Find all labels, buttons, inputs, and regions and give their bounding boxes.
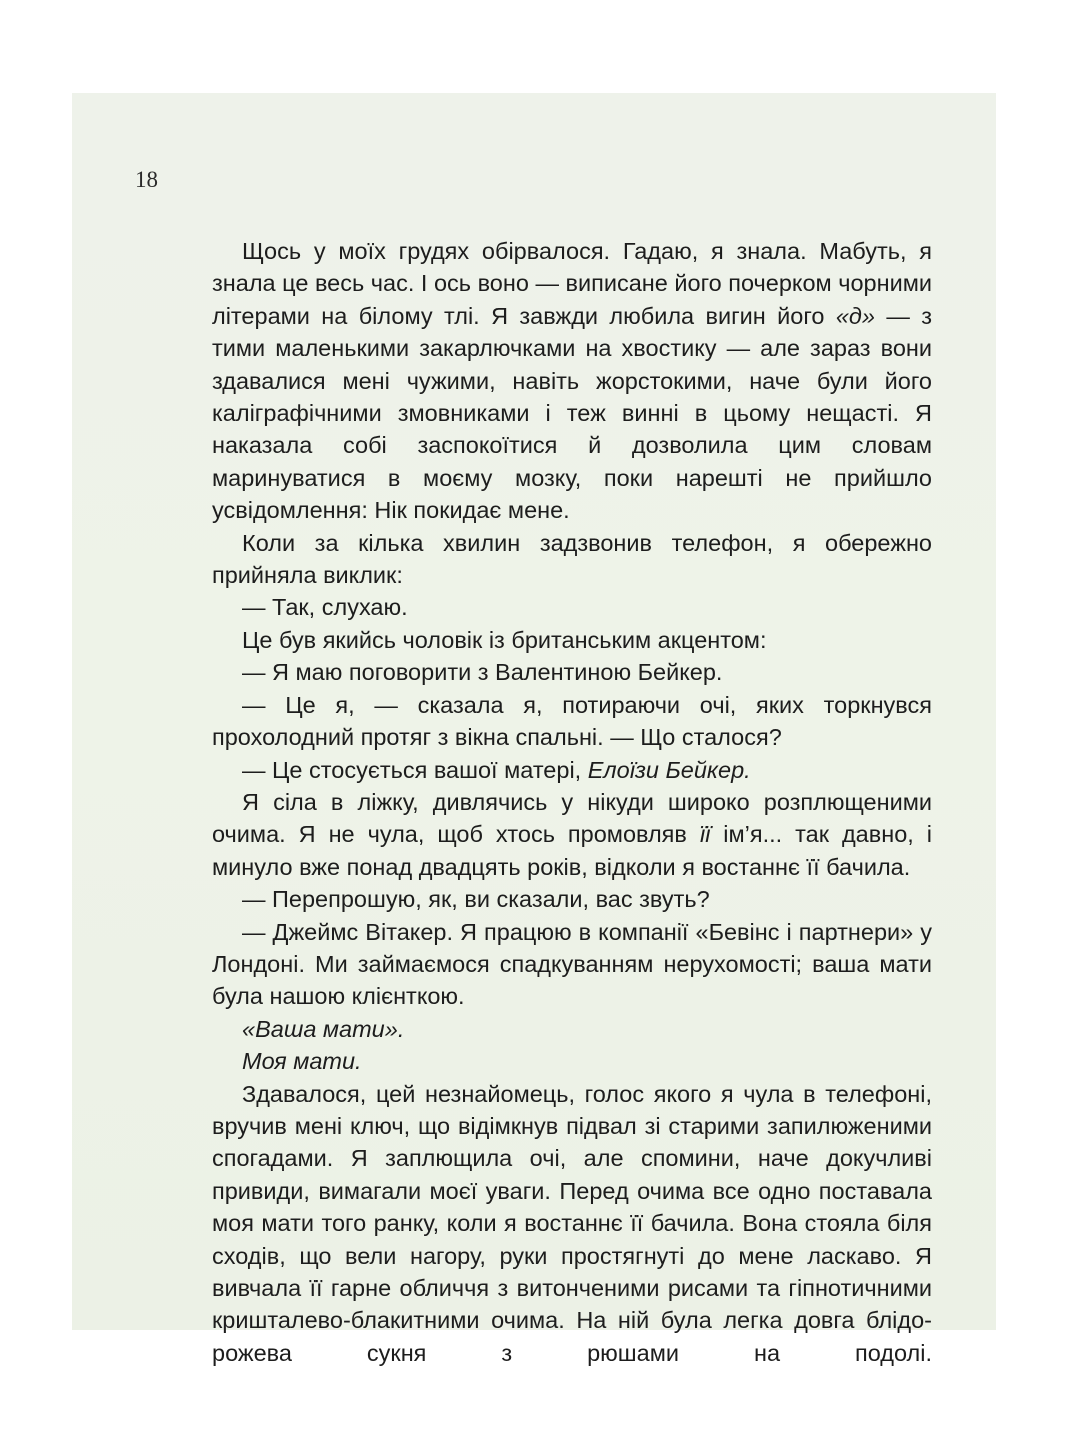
paragraph-text: — Перепрошую, як, ви сказали, вас звуть? <box>242 886 710 913</box>
italic-text: Моя мати. <box>242 1048 362 1075</box>
paragraph <box>212 689 932 754</box>
paragraph <box>212 591 932 623</box>
paragraph-text: Я сіла в ліжку, дивлячись у нікуди широко розплющеними очима. Я не чула, щоб хтось промовляв <box>212 788 932 848</box>
paragraph-text: ім’я... так давно, і минуло вже понад двадцять років, відколи я востаннє її бачила. <box>212 821 932 880</box>
paragraph <box>212 235 932 527</box>
paragraph-text: Щось у моїх грудях обірвалося. Гадаю, я знала. Мабуть, я знала це весь час. І ось воно — виписане його почерком чорними літерами на білому тлі. Я завжди любила вигин його <box>212 238 932 329</box>
paragraph <box>212 916 932 1013</box>
paragraph <box>212 754 932 786</box>
paragraph-text: — Це я, — сказала я, потираючи очі, яких торкнувся прохолодний протяг з вікна спальні. — Що сталося? <box>212 691 932 751</box>
italic-text: її <box>699 821 711 848</box>
italic-text: Елоїзи Бейкер. <box>587 756 751 783</box>
italic-text: «д» <box>835 302 875 329</box>
paragraph-text: — Я маю поговорити з Валентиною Бейкер. <box>242 659 723 686</box>
italic-text: «Ваша мати». <box>242 1015 405 1042</box>
paragraph <box>212 1013 932 1045</box>
paragraph-text: — Джеймс Вітакер. Я працюю в компанії «Бевінс і партнери» у Лондоні. Ми займаємося спадкуванням нерухомості; ваша мати була нашою клієнткою. <box>212 918 932 1010</box>
paragraph <box>212 527 932 592</box>
paragraph <box>212 883 932 915</box>
paragraph <box>212 1045 932 1077</box>
paragraph-text: — Це стосується вашої матері, <box>242 756 588 783</box>
paragraph <box>212 624 932 656</box>
paragraph-text: Коли за кілька хвилин задзвонив телефон, я обережно прийняла виклик: <box>212 529 932 589</box>
body-text <box>212 235 932 1369</box>
paragraph-text: Це був якийсь чоловік із британським акцентом: <box>242 626 767 653</box>
paragraph-text: — з тими маленькими закарлючками на хвостику — але зараз вони здавалися мені чужими, навіть жорстокими, наче були його каліграфічними змовниками і теж винні в цьому нещасті. Я наказала собі заспокоїтися й дозволила цим словам маринуватися в моєму мозку, поки нарешті не прийшло усвідомлення: Нік покидає мене. <box>212 302 933 524</box>
paragraph-text: — Так, слухаю. <box>242 594 408 621</box>
paragraph <box>212 1078 932 1370</box>
paragraph-text: Здавалося, цей незнайомець, голос якого я чула в телефоні, вручив мені ключ, що відімкнув підвал зі старими запилюженими спогадами. Я заплющила очі, але спомини, наче докучливі привиди, вимагали моєї уваги. Перед очима все одно поставала моя мати того ранку, коли я востаннє її бачила. Вона стояла біля сходів, що вели нагору, руки простягнуті до мене ласкаво. Я вивчала її гарне обличчя з витонченими рисами та гіпнотичними кришталево-блакитними очима. На ній була легка довга блідо-рожева сукня з рюшами на подолі. <box>212 1080 932 1366</box>
paragraph <box>212 786 932 883</box>
paragraph <box>212 656 932 688</box>
page-number: 18 <box>135 167 158 192</box>
